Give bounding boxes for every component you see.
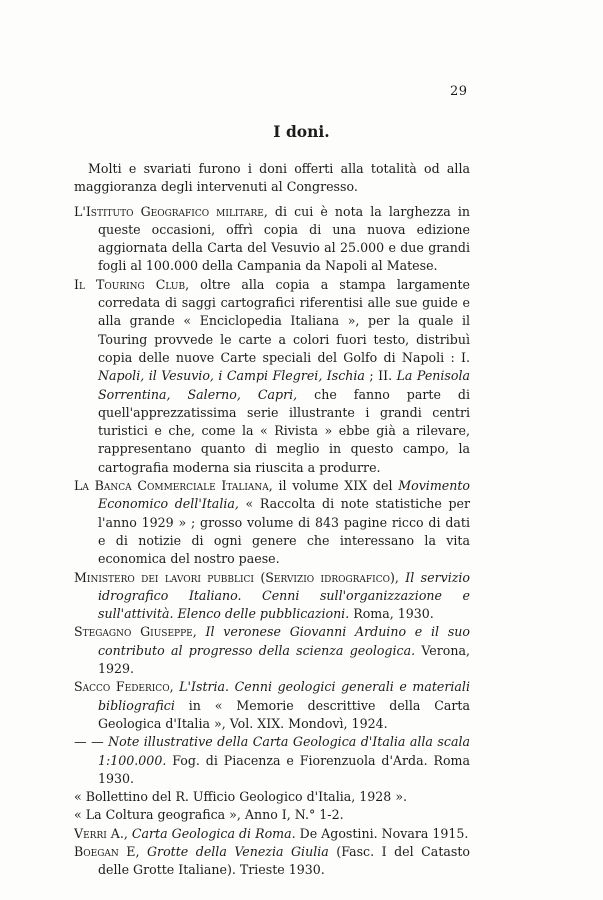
entry-donor: Boegan E, [74, 843, 140, 859]
entry-text: in « Memorie descrittive della Carta Geologica d'Italia », Vol. XIX. Mondovì, 1924. [98, 697, 470, 731]
entry-donor: Stegagno Giuseppe, [74, 624, 197, 640]
gift-entry-note-illustrative [74, 733, 470, 788]
body-text [74, 160, 470, 880]
gift-entry-bollettino [74, 788, 470, 806]
gift-entry-istituto-geografico [74, 203, 470, 276]
entry-text: oltre alla copia a stampa largamente corredata di saggi cartografici riferentisi alle sue guide e alla grande « Enciclopedia Italiana », per la quale il Touring provvede le carte a colori fuori testo, distribuì copia delle nuove Carte speciali del Golfo di Napoli : I. [98, 276, 471, 365]
entry-text: Fog. di Piacenza e Fiorenzuola d'Arda. Roma 1930. [98, 752, 470, 786]
gift-entry-touring-club [74, 276, 470, 477]
entry-title: L'Istria. Cenni geologici generali e materiali bibliografici [98, 679, 470, 713]
entry-text: « La Coltura geografica », Anno I, N.° 1-2. [74, 807, 344, 823]
entry-title: La Penisola Sorrentina, Salerno, Capri, [98, 368, 470, 402]
intro-paragraph: Molti e svariati furono i doni offerti alla totalità od alla maggioranza degli intervenuti al Congresso. [74, 161, 470, 195]
gift-entry-stegagno [74, 623, 470, 678]
entry-text: « Bollettino del R. Ufficio Geologico d'Italia, 1928 ». [74, 789, 408, 805]
entry-donor: La Banca Commerciale Italiana, [74, 478, 273, 494]
entry-title: Il servizio idrografico Italiano. Cenni sull'organizzazione e sull'attività. Elenco delle pubblicazioni. [98, 569, 470, 622]
entry-donor: Il Touring Club, [74, 276, 190, 292]
entry-text: il volume XIX del [272, 478, 399, 494]
gift-entry-sacco [74, 678, 470, 733]
entry-text: (Fasc. I del Catasto delle Grotte Italiane). Trieste 1930. [98, 843, 470, 878]
entry-donor: Sacco Federico, [74, 679, 174, 695]
entry-text: « Raccolta di note statistiche per l'anno 1929 » ; grosso volume di 843 pagine ricco di dati e di notizie di ogni genere che interessano la vita economica del nostro paese. [98, 496, 470, 567]
entry-donor: Ministero dei lavori pubblici (Servizio idrografico), [74, 569, 399, 585]
section-title: I doni. [273, 122, 330, 141]
gift-entry-boegan [74, 843, 470, 880]
gift-entry-ministero-lavori-pubblici [74, 569, 470, 624]
entry-donor: Verri A., [74, 825, 128, 841]
entry-title: Grotte della Venezia Giulia [139, 843, 329, 859]
entry-text: De Agostini. Novara 1915. [295, 825, 469, 841]
entry-title: Carta Geologica di Roma. [127, 825, 296, 841]
entry-title: Note illustrative della Carta Geologica d'Italia alla scala 1:100.000. [98, 734, 470, 768]
entry-title: Il veronese Giovanni Arduino e il suo contributo al progresso della scienza geologica. [98, 624, 470, 658]
entry-text: Roma, 1930. [349, 606, 434, 622]
entry-donor: L'Istituto Geografico militare, [74, 203, 268, 219]
entry-title: Movimento Economico dell'Italia, [98, 478, 470, 512]
page-number: 29 [450, 84, 468, 99]
gift-entry-coltura-geografica [74, 806, 470, 824]
entry-text: di cui è nota la larghezza in queste occasioni, offrì copia di una nuova edizione aggiornata della Carta del Vesuvio al 25.000 e due grandi fogli al 100.000 della Campania da Napoli al Matese. [98, 203, 470, 274]
entry-text: Verona, 1929. [98, 642, 470, 677]
entry-dash: — — [74, 734, 109, 750]
gift-entry-banca-commerciale [74, 477, 470, 568]
entry-text: che fanno parte di quell'apprezzatissima serie illustrante i grandi centri turistici e che, come la « Rivista » ebbe già a rilevare, rappresentano quanto di meglio in questo campo, la cartografia moderna sia riuscita a produrre. [98, 386, 471, 475]
entry-text: ; II. [364, 368, 397, 384]
gift-entry-verri [74, 825, 470, 843]
entry-title: Napoli, il Vesuvio, i Campi Flegrei, Ischia [98, 368, 365, 384]
